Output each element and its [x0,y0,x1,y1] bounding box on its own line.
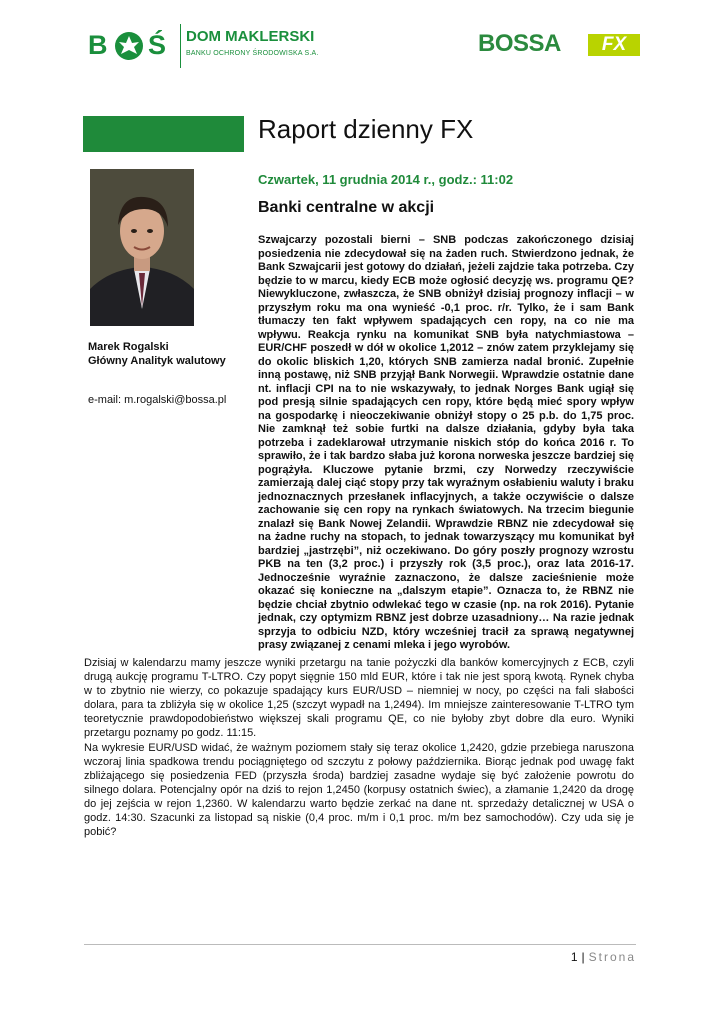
report-title: Raport dzienny FX [258,114,474,144]
bos-logo-mark-s: Ś [148,30,167,60]
bossa-logo-word: BOSSA [478,30,561,57]
bos-logo-title: DOM MAKLERSKI [186,28,315,45]
bos-logo-subtitle: BANKU OCHRONY ŚRODOWISKA S.A. [186,50,319,57]
footer-divider [84,944,636,945]
bossa-fx-logo [478,30,648,62]
analyst-role: Główny Analityk walutowy [88,355,226,367]
bossa-logo-fx: FX [588,34,640,56]
page-label: Strona [588,950,636,964]
page-number: 1 [570,950,578,964]
title-accent-bar [83,116,244,152]
dom-maklerski-bos-logo [88,22,348,68]
logo-divider [180,24,181,68]
bos-logo-mark: B [88,30,107,60]
analyst-email-link[interactable]: m.rogalski@bossa.pl [124,394,227,406]
analyst-photo [90,169,194,326]
page-footer [540,950,636,964]
leaf-icon [112,30,146,62]
page-separator: | [581,950,585,964]
article-heading: Banki centralne w akcji [258,199,435,216]
analyst-email-line [88,393,268,407]
body-paragraph: Dzisiaj w kalendarzu mamy jeszcze wyniki przetargu na tanie pożyczki dla banków komercyjnych z ECB, czyli drugą aukcję programu T-LTRO. Czy popyt sięgnie 150 mld EUR, które i tak nie jest sporą kwotą. Rynek chyba w to zbytnio nie wierzy, co pokazuje spadający kurs EUR/USD – niemniej w nocy, po części na fali słabości dolara, para ta zbliżyła się w okolice 1,25 (szczyt wypadł na 1,2494). Im mniejsze zainteresowanie T-LTRO tym teoretycznie prawdopodobieństwo większej skali programu QE, co nie byłoby zbyt dobre dla euro. Wyniki przetargu poznamy po godz. 11:15. [84,657,634,739]
analyst-credit [88,340,238,368]
analyst-name: Marek Rogalski [88,341,169,353]
report-date: Czwartek, 11 grudnia 2014 r., godz.: 11:02 [258,172,514,187]
email-label: e-mail: [88,394,122,406]
body-paragraph: Na wykresie EUR/USD widać, że ważnym poziomem stały się teraz okolice 1,2420, gdzie przebiega naruszona wczoraj linia spadkowa trendu pociągniętego od szczytu z połowy października. Biorąc jednak pod uwagę fakt zbliżającego się posiedzenia FED (przyszła środa) bardziej zasadne wydaje się być założenie powrotu do silnego dolara. Potencjalny opór na dziś to rejon 1,2450 (korpusy ostatnich świec), a złamanie 1,2420 da drogę do jej zejścia w rejon 1,2360. W kalendarzu warto będzie zerkać na dane nt. sprzedaży detalicznej w USA o godz. 14:30. Szacunki za listopad są niskie (0,4 proc. m/m i 0,1 proc. m/m bez samochodów). Czy uda się je pobić? [84,742,634,838]
lead-paragraph: Szwajcarzy pozostali bierni – SNB podczas zakończonego dzisiaj posiedzenia nie zdecydował się na żaden ruch. Stwierdzono jednak, że Bank Szwajcarii jest gotowy do działań, jeżeli zajdzie taka potrzeba. Czy będzie to w marcu, kiedy ECB może ogłosić decyzję ws. programu QE? Niewykluczone, zwłaszcza, że SNB obniżył dzisiaj prognozy inflacji – w przyszłym roku ma ona wynieść -0,1 proc. r/r. Tylko, że i sam Bank tłumaczy ten fakt wpływem spadających cen ropy, na co nie ma wpływu. Reakcja rynku na komunikat SNB była natychmiastowa – EUR/CHF poszedł w dół w okolice 1,2012 – znów zatem przyklejamy się do okolic bliskich 1,20, których SNB zamierza nadal bronić. Zupełnie inną postawę, niż SNB przyjął Bank Norwegii. Wprawdzie ostatnie dane nt. inflacji CPI na to nie wskazywały, to jednak Norges Bank ugiął się pod presją silnie spadających cen ropy, które będą mieć spory wpływ na gospodarkę i nieoczekiwanie obniżył stopy o 25 p.b. do 1,75 proc. Nie zamknął też sobie furtki na dalsze działania, gdyby była taka potrzeba i zadeklarował utrzymanie niskich stóp do końca 2016 r. To sprawiło, że i tak bardzo słaba już korona norweska jeszcze bardziej się pogrążyła. Kluczowe pytanie brzmi, czy Norwedzy rzeczywiście zamierzają dalej ciąć stopy przy tak wyraźnym osłabieniu waluty i braku jednoznacznych przesłanek inflacyjnych, a także oczywiście o dalsze zachowanie się cen ropy na rynkach światowych. Na trzecim biegunie znalazł się Bank Nowej Zelandii. Wprawdzie RBNZ nie zdecydował się na żadne ruchy na stopach, to jednak towarzyszący mu komunikat był bardziej „jastrzębi”, niż oczekiwano. Do góry poszły prognozy wzrostu PKB na ten (3,2 proc.) i przyszły rok (3,5 proc.), oraz lata 2016-17. Jednocześnie wyraźnie zaznaczono, że dalsze zacieśnienie może okazać się konieczne na „dalszym etapie”. Oznacza to, że RBNZ nie będzie chciał zbytnio odwlekać tego w czasie (np. na rok 2016). Pytanie jednak, czy optymizm RBNZ jest dobrze uzasadniony… Na razie jednak sprzyja to odbiciu NZD, który wcześniej tracił za sprawą negatywnej prasy związanej z cenami mleka i jego wyrobów. [258,234,634,651]
analyst-portrait-illustration [90,169,194,326]
